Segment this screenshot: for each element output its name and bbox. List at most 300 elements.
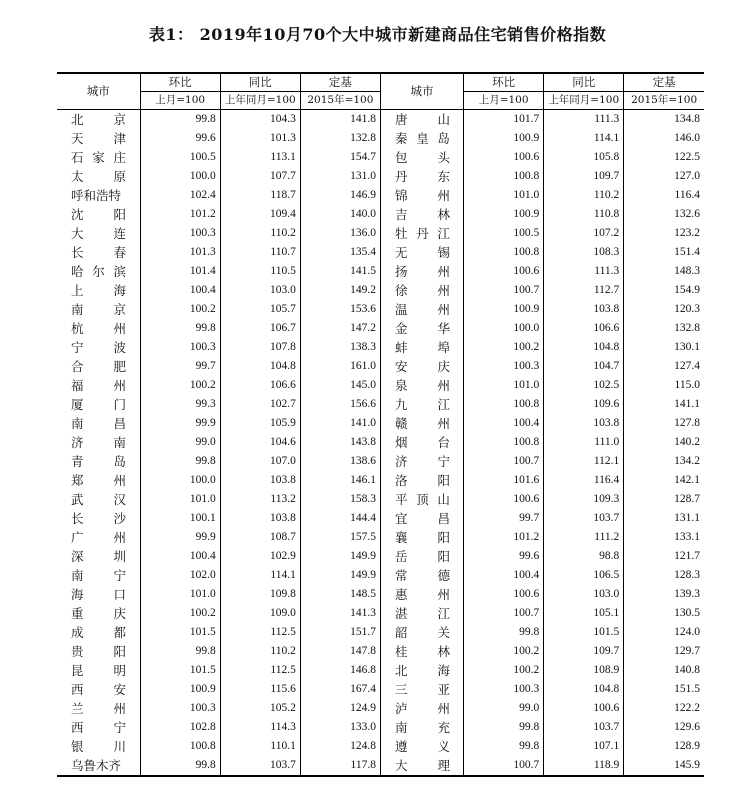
fixed-value: 127.8 [624, 414, 704, 433]
yoy-value: 111.0 [544, 433, 624, 452]
table-row [57, 395, 704, 414]
city-name: 三 亚 [394, 682, 450, 697]
yoy-value: 105.2 [220, 699, 300, 718]
mom-value: 100.2 [464, 661, 544, 680]
fixed-value: 154.9 [624, 281, 704, 300]
city-name: 长 春 [71, 245, 126, 260]
mom-value: 102.8 [140, 718, 220, 737]
yoy-value: 118.9 [544, 756, 624, 776]
fixed-value: 115.0 [624, 376, 704, 395]
yoy-value: 109.6 [544, 395, 624, 414]
city-cell [380, 566, 463, 585]
yoy-value: 109.7 [544, 167, 624, 186]
city-cell [57, 680, 140, 699]
table-row [57, 623, 704, 642]
table-row [57, 452, 704, 471]
table-row [57, 566, 704, 585]
yoy-value: 113.2 [220, 490, 300, 509]
fixed-value: 138.3 [300, 338, 380, 357]
fixed-value: 122.5 [624, 148, 704, 167]
city-cell [57, 490, 140, 509]
fixed-value: 133.0 [300, 718, 380, 737]
city-name: 南 京 [71, 302, 126, 317]
fixed-value: 154.7 [300, 148, 380, 167]
mom-value: 99.3 [140, 395, 220, 414]
city-cell [380, 262, 463, 281]
city-cell [57, 205, 140, 224]
fixed-value: 124.0 [624, 623, 704, 642]
city-cell [57, 566, 140, 585]
fixed-value: 146.1 [300, 471, 380, 490]
mom-value: 100.6 [464, 148, 544, 167]
table-row [57, 490, 704, 509]
yoy-value: 103.8 [220, 509, 300, 528]
city-name: 吉 林 [394, 207, 450, 222]
mom-value: 100.2 [140, 604, 220, 623]
city-cell [57, 737, 140, 756]
city-cell [380, 205, 463, 224]
city-cell [57, 528, 140, 547]
fixed-value: 129.6 [624, 718, 704, 737]
city-cell [380, 281, 463, 300]
city-name: 哈 尔 滨 [71, 264, 126, 279]
city-cell [380, 243, 463, 262]
city-cell [380, 585, 463, 604]
city-cell [57, 414, 140, 433]
mom-value: 99.8 [140, 452, 220, 471]
yoy-value: 102.7 [220, 395, 300, 414]
city-cell [57, 148, 140, 167]
table-row [57, 471, 704, 490]
mom-value: 101.7 [464, 110, 544, 130]
yoy-value: 108.9 [544, 661, 624, 680]
header-yoy-right: 同比 [544, 73, 624, 92]
city-name: 杭 州 [71, 321, 126, 336]
yoy-value: 104.8 [544, 338, 624, 357]
table-title: 表1： 2019年10月70个大中城市新建商品住宅销售价格指数 [148, 25, 607, 44]
mom-value: 100.8 [464, 167, 544, 186]
table-row [57, 281, 704, 300]
city-cell [380, 509, 463, 528]
fixed-value: 151.7 [300, 623, 380, 642]
mom-value: 100.4 [140, 281, 220, 300]
mom-value: 101.0 [464, 376, 544, 395]
fixed-value: 148.3 [624, 262, 704, 281]
mom-value: 99.8 [140, 756, 220, 776]
mom-value: 101.6 [464, 471, 544, 490]
yoy-value: 112.5 [220, 623, 300, 642]
city-cell [57, 357, 140, 376]
city-name: 唐 山 [394, 112, 450, 127]
mom-value: 99.8 [140, 110, 220, 130]
city-name: 岳 阳 [394, 549, 450, 564]
fixed-value: 136.0 [300, 224, 380, 243]
fixed-value: 140.2 [624, 433, 704, 452]
mom-value: 100.0 [140, 471, 220, 490]
city-cell [57, 243, 140, 262]
table-row [57, 642, 704, 661]
city-cell [380, 642, 463, 661]
city-cell [380, 376, 463, 395]
header-mom-base-right: 上月=100 [464, 92, 544, 110]
header-yoy-left: 同比 [220, 73, 300, 92]
mom-value: 100.8 [140, 737, 220, 756]
mom-value: 100.3 [140, 699, 220, 718]
city-cell [380, 756, 463, 776]
city-name: 乌鲁木齐 [71, 758, 122, 773]
mom-value: 101.3 [140, 243, 220, 262]
city-name: 南 昌 [71, 416, 126, 431]
yoy-value: 101.3 [220, 129, 300, 148]
city-name: 牡 丹 江 [394, 226, 450, 241]
city-cell [380, 357, 463, 376]
table-row [57, 718, 704, 737]
city-name: 北 京 [71, 112, 126, 127]
mom-value: 100.2 [464, 642, 544, 661]
mom-value: 102.0 [140, 566, 220, 585]
city-name: 洛 阳 [394, 473, 450, 488]
city-name: 太 原 [71, 169, 126, 184]
mom-value: 100.6 [464, 490, 544, 509]
table-row [57, 300, 704, 319]
city-name: 安 庆 [394, 359, 450, 374]
city-name: 厦 门 [71, 397, 126, 412]
yoy-value: 105.9 [220, 414, 300, 433]
city-cell [57, 718, 140, 737]
city-name: 成 都 [71, 625, 126, 640]
yoy-value: 110.2 [544, 186, 624, 205]
city-name: 兰 州 [71, 701, 126, 716]
city-cell [57, 509, 140, 528]
yoy-value: 110.2 [220, 224, 300, 243]
fixed-value: 146.9 [300, 186, 380, 205]
table-row [57, 186, 704, 205]
mom-value: 100.0 [140, 167, 220, 186]
city-cell [380, 718, 463, 737]
fixed-value: 132.8 [300, 129, 380, 148]
yoy-value: 103.8 [220, 471, 300, 490]
yoy-value: 110.7 [220, 243, 300, 262]
fixed-value: 127.0 [624, 167, 704, 186]
mom-value: 101.0 [140, 490, 220, 509]
city-name: 丹 东 [394, 169, 450, 184]
fixed-value: 148.5 [300, 585, 380, 604]
fixed-value: 145.9 [624, 756, 704, 776]
fixed-value: 149.9 [300, 566, 380, 585]
yoy-value: 107.2 [544, 224, 624, 243]
mom-value: 100.9 [464, 205, 544, 224]
table-row [57, 433, 704, 452]
yoy-value: 112.5 [220, 661, 300, 680]
city-name: 金 华 [394, 321, 450, 336]
city-name: 沈 阳 [71, 207, 126, 222]
city-name: 泸 州 [394, 701, 450, 716]
mom-value: 100.6 [464, 585, 544, 604]
city-cell [380, 471, 463, 490]
city-name: 青 岛 [71, 454, 126, 469]
yoy-value: 103.8 [544, 414, 624, 433]
city-cell [57, 262, 140, 281]
header-fixed-base-left: 2015年=100 [300, 92, 380, 110]
city-name: 合 肥 [71, 359, 126, 374]
city-cell [57, 547, 140, 566]
yoy-value: 104.3 [220, 110, 300, 130]
header-mom-left: 环比 [140, 73, 220, 92]
yoy-value: 115.6 [220, 680, 300, 699]
city-name: 湛 江 [394, 606, 450, 621]
city-cell [380, 680, 463, 699]
fixed-value: 141.0 [300, 414, 380, 433]
city-cell [380, 300, 463, 319]
yoy-value: 105.8 [544, 148, 624, 167]
yoy-value: 106.6 [544, 319, 624, 338]
mom-value: 100.8 [464, 395, 544, 414]
table-row [57, 528, 704, 547]
mom-value: 99.7 [464, 509, 544, 528]
city-cell [57, 433, 140, 452]
fixed-value: 147.8 [300, 642, 380, 661]
city-name: 重 庆 [71, 606, 126, 621]
fixed-value: 151.4 [624, 243, 704, 262]
table-row [57, 319, 704, 338]
city-name: 宜 昌 [394, 511, 450, 526]
city-name: 赣 州 [394, 416, 450, 431]
city-cell [57, 661, 140, 680]
city-name: 泉 州 [394, 378, 450, 393]
city-name: 呼和浩特 [71, 188, 122, 203]
city-name: 西 安 [71, 682, 126, 697]
mom-value: 100.8 [464, 243, 544, 262]
yoy-value: 101.5 [544, 623, 624, 642]
city-name: 西 宁 [71, 720, 126, 735]
city-name: 济 宁 [394, 454, 450, 469]
fixed-value: 145.0 [300, 376, 380, 395]
mom-value: 101.0 [140, 585, 220, 604]
fixed-value: 167.4 [300, 680, 380, 699]
header-yoy-base-left: 上年同月=100 [220, 92, 300, 110]
fixed-value: 138.6 [300, 452, 380, 471]
city-cell [57, 452, 140, 471]
header-city-left: 城市 [57, 73, 140, 110]
mom-value: 99.8 [140, 319, 220, 338]
mom-value: 101.4 [140, 262, 220, 281]
table-row [57, 167, 704, 186]
city-name: 福 州 [71, 378, 126, 393]
city-cell [380, 414, 463, 433]
table-row [57, 205, 704, 224]
city-cell [380, 661, 463, 680]
yoy-value: 109.0 [220, 604, 300, 623]
city-cell [57, 186, 140, 205]
mom-value: 101.2 [464, 528, 544, 547]
city-cell [57, 756, 140, 776]
fixed-value: 128.9 [624, 737, 704, 756]
city-name: 大 理 [394, 758, 450, 773]
mom-value: 100.3 [464, 357, 544, 376]
fixed-value: 146.8 [300, 661, 380, 680]
yoy-value: 107.7 [220, 167, 300, 186]
mom-value: 100.9 [464, 300, 544, 319]
mom-value: 100.7 [464, 756, 544, 776]
city-name: 桂 林 [394, 644, 450, 659]
fixed-value: 131.0 [300, 167, 380, 186]
city-cell [380, 129, 463, 148]
city-name: 长 沙 [71, 511, 126, 526]
fixed-value: 129.7 [624, 642, 704, 661]
city-cell [380, 224, 463, 243]
city-name: 锦 州 [394, 188, 450, 203]
city-cell [380, 604, 463, 623]
city-cell [380, 395, 463, 414]
yoy-value: 108.3 [544, 243, 624, 262]
city-name: 贵 阳 [71, 644, 126, 659]
yoy-value: 107.0 [220, 452, 300, 471]
city-name: 惠 州 [394, 587, 450, 602]
table-row [57, 338, 704, 357]
city-name: 银 川 [71, 739, 126, 754]
city-cell [380, 452, 463, 471]
mom-value: 99.6 [140, 129, 220, 148]
fixed-value: 132.6 [624, 205, 704, 224]
fixed-value: 135.4 [300, 243, 380, 262]
mom-value: 99.9 [140, 528, 220, 547]
yoy-value: 110.1 [220, 737, 300, 756]
header-mom-right: 环比 [464, 73, 544, 92]
yoy-value: 98.8 [544, 547, 624, 566]
city-name: 徐 州 [394, 283, 450, 298]
city-name: 襄 阳 [394, 530, 450, 545]
table-row [57, 243, 704, 262]
fixed-value: 141.8 [300, 110, 380, 130]
header-city-right: 城市 [380, 73, 463, 110]
table-row [57, 604, 704, 623]
city-cell [57, 471, 140, 490]
city-name: 秦 皇 岛 [394, 131, 450, 146]
yoy-value: 109.7 [544, 642, 624, 661]
table-row [57, 737, 704, 756]
city-cell [57, 376, 140, 395]
city-name: 宁 波 [71, 340, 126, 355]
table-row [57, 509, 704, 528]
city-name: 武 汉 [71, 492, 126, 507]
city-cell [57, 281, 140, 300]
yoy-value: 112.1 [544, 452, 624, 471]
fixed-value: 127.4 [624, 357, 704, 376]
fixed-value: 128.7 [624, 490, 704, 509]
city-cell [57, 604, 140, 623]
city-name: 南 充 [394, 720, 450, 735]
yoy-value: 107.1 [544, 737, 624, 756]
yoy-value: 110.2 [220, 642, 300, 661]
city-cell [380, 338, 463, 357]
yoy-value: 112.7 [544, 281, 624, 300]
mom-value: 99.8 [464, 623, 544, 642]
yoy-value: 104.8 [220, 357, 300, 376]
city-name: 海 口 [71, 587, 126, 602]
header-fixed-base-right: 2015年=100 [624, 92, 704, 110]
mom-value: 100.2 [140, 300, 220, 319]
yoy-value: 110.5 [220, 262, 300, 281]
city-cell [380, 737, 463, 756]
city-name: 九 江 [394, 397, 450, 412]
fixed-value: 123.2 [624, 224, 704, 243]
header-yoy-base-right: 上年同月=100 [544, 92, 624, 110]
yoy-value: 111.3 [544, 110, 624, 130]
fixed-value: 124.8 [300, 737, 380, 756]
yoy-value: 105.7 [220, 300, 300, 319]
yoy-value: 106.5 [544, 566, 624, 585]
yoy-value: 114.3 [220, 718, 300, 737]
table-body [57, 110, 704, 777]
mom-value: 101.0 [464, 186, 544, 205]
header-fixed-left: 定基 [300, 73, 380, 92]
mom-value: 100.7 [464, 281, 544, 300]
city-cell [380, 110, 463, 130]
city-name: 深 圳 [71, 549, 126, 564]
city-name: 烟 台 [394, 435, 450, 450]
city-name: 大 连 [71, 226, 126, 241]
mom-value: 102.4 [140, 186, 220, 205]
yoy-value: 118.7 [220, 186, 300, 205]
fixed-value: 140.0 [300, 205, 380, 224]
fixed-value: 149.2 [300, 281, 380, 300]
fixed-value: 139.3 [624, 585, 704, 604]
city-name: 昆 明 [71, 663, 126, 678]
yoy-value: 103.8 [544, 300, 624, 319]
fixed-value: 124.9 [300, 699, 380, 718]
table-row [57, 148, 704, 167]
mom-value: 100.7 [464, 452, 544, 471]
city-name: 广 州 [71, 530, 126, 545]
city-cell [57, 300, 140, 319]
yoy-value: 100.6 [544, 699, 624, 718]
mom-value: 100.9 [464, 129, 544, 148]
city-cell [57, 224, 140, 243]
yoy-value: 111.3 [544, 262, 624, 281]
city-cell [380, 528, 463, 547]
city-cell [57, 167, 140, 186]
yoy-value: 116.4 [544, 471, 624, 490]
yoy-value: 111.2 [544, 528, 624, 547]
fixed-value: 140.8 [624, 661, 704, 680]
fixed-value: 130.5 [624, 604, 704, 623]
mom-value: 101.5 [140, 661, 220, 680]
city-name: 郑 州 [71, 473, 126, 488]
fixed-value: 158.3 [300, 490, 380, 509]
city-cell [57, 623, 140, 642]
mom-value: 100.2 [464, 338, 544, 357]
fixed-value: 121.7 [624, 547, 704, 566]
city-cell [380, 699, 463, 718]
mom-value: 100.6 [464, 262, 544, 281]
fixed-value: 122.2 [624, 699, 704, 718]
yoy-value: 109.4 [220, 205, 300, 224]
table-row [57, 262, 704, 281]
mom-value: 100.3 [140, 224, 220, 243]
city-cell [380, 148, 463, 167]
yoy-value: 109.3 [544, 490, 624, 509]
yoy-value: 103.7 [220, 756, 300, 776]
yoy-value: 102.5 [544, 376, 624, 395]
table-row [57, 224, 704, 243]
mom-value: 100.5 [140, 148, 220, 167]
yoy-value: 105.1 [544, 604, 624, 623]
table-row [57, 129, 704, 148]
header-mom-base-left: 上月=100 [140, 92, 220, 110]
fixed-value: 147.2 [300, 319, 380, 338]
yoy-value: 104.6 [220, 433, 300, 452]
city-name: 韶 关 [394, 625, 450, 640]
